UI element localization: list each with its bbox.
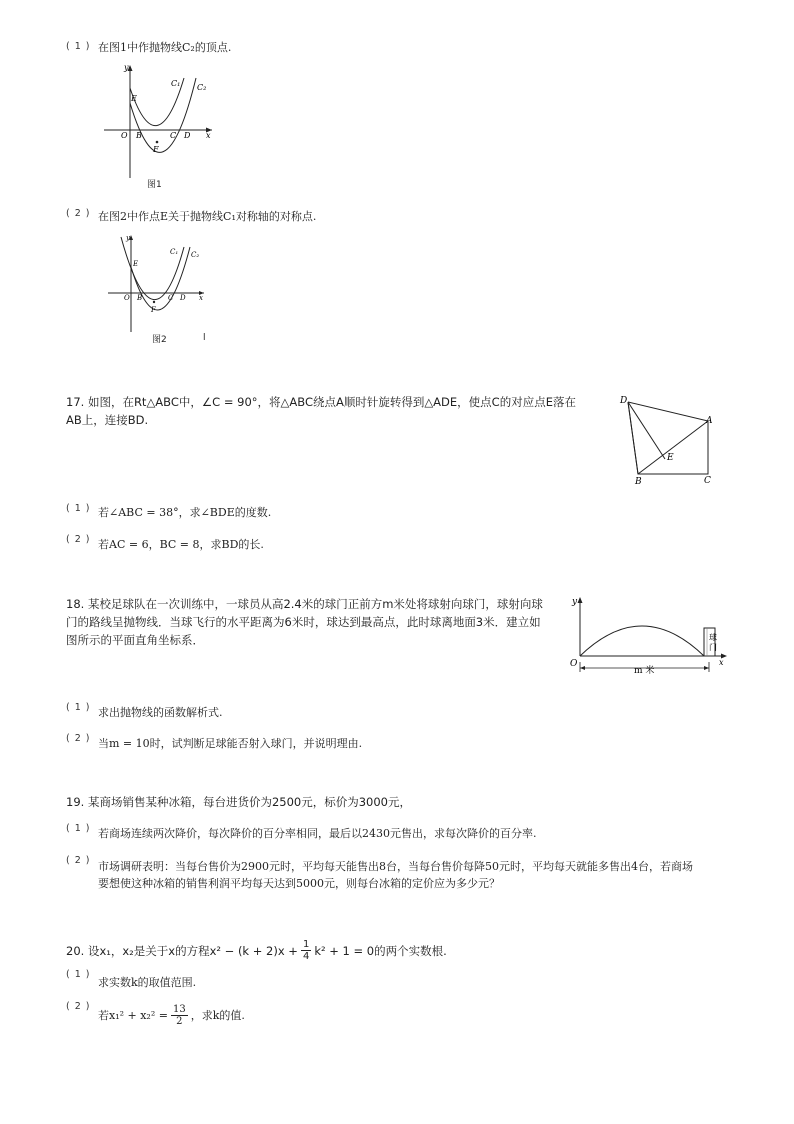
q19-part2-number: ( 2 ) <box>66 855 91 866</box>
q19-part1-text: 若商场连续两次降价，每次降价的百分率相同，最后以2430元售出，求每次降价的百分率. <box>98 827 537 840</box>
fig1-label-d: D <box>184 131 191 140</box>
q20-part2-a: 若x₁² + x₂² = <box>98 1009 168 1022</box>
fig1-parabola-c2 <box>130 78 196 152</box>
fig2-label-e: E <box>133 260 139 268</box>
q16-part1-number: ( 1 ) <box>66 41 91 52</box>
q20-fraction-numerator: 1 <box>302 939 310 950</box>
figure-2-parabolas <box>104 232 214 337</box>
fig2-label-f: F <box>151 306 156 314</box>
q20-stem-fraction <box>301 939 311 962</box>
fig2-label-y: y <box>126 234 130 242</box>
q17-part1-number: ( 1 ) <box>66 503 91 514</box>
fig2-label-d: D <box>180 294 186 302</box>
fig1-label-y: y <box>124 63 129 72</box>
q19-part2-line2: 要想使这种冰箱的销售利润平均每天达到5000元，则每台冰箱的定价应为多少元？ <box>98 877 500 890</box>
q17-part2-number: ( 2 ) <box>66 534 91 545</box>
fig1-label-c: C <box>170 131 177 140</box>
q17-stem-line1: 17. 如图，在Rt△ABC中，∠C = 90°，将△ABC绕点A顺时针旋转得到△ADE，使点C的对应点E落在 <box>66 395 576 409</box>
q18-part1-number: ( 1 ) <box>66 702 91 713</box>
q17-segment-ab <box>638 421 708 474</box>
q18-part2-text: 当m = 10时，试判断足球能否射入球门，并说明理由. <box>98 737 363 750</box>
q18-stem-line3: 图所示的平面直角坐标系． <box>66 633 204 647</box>
fig2-point-f <box>153 301 155 303</box>
figure-2-caption: 图2 <box>152 335 167 345</box>
q19-stem: 19. 某商场销售某种冰箱，每台进货价为2500元，标价为3000元， <box>66 795 411 809</box>
q18-trajectory-figure <box>564 592 734 684</box>
fig1-label-c2: C₂ <box>197 83 207 92</box>
q20-part2-b: ，求k的值. <box>190 1009 245 1022</box>
q17-stem-line2: AB上，连接BD. <box>66 413 149 427</box>
q17-label-a: A <box>706 416 713 426</box>
q18-stem-line1: 18. 某校足球队在一次训练中，一球员从高2.4米的球门正前方m米处将球射向球门，球射向球 <box>66 597 543 611</box>
q17-part2-text: 若AC = 6，BC = 8，求BD的长. <box>98 538 264 551</box>
q17-figure-outline <box>628 402 708 474</box>
q17-label-c: C <box>704 476 711 486</box>
q18-goal-label-1: 球 <box>709 633 717 642</box>
q18-label-x: x <box>719 658 724 667</box>
fig2-label-o: O <box>124 294 130 302</box>
fig2-parabola-c1 <box>121 237 184 300</box>
q18-part2-number: ( 2 ) <box>66 733 91 744</box>
fig1-label-b: B <box>136 131 142 140</box>
q18-stem-line2: 门的路线呈抛物线．当球飞行的水平距离为6米时，球达到最高点，此时球离地面3米．建立如 <box>66 615 541 629</box>
q17-label-b: B <box>635 477 642 486</box>
q19-part2-line1: 市场调研表明：当每台售价为2900元时，平均每天能售出8台，当每台售价每降50元时，平均每天就能多售出4台，若商场 <box>98 860 693 873</box>
q17-label-d: D <box>620 396 628 406</box>
q16-part1-text: 在图1中作抛物线C₂的顶点. <box>98 41 232 54</box>
q17-segment-de <box>628 402 665 459</box>
q20-part2-text <box>98 1004 245 1027</box>
fig2-label-c: C <box>168 294 174 302</box>
q20-stem-part-b: k² + 1 = 0的两个实数根. <box>314 943 447 958</box>
fig1-label-e: E <box>131 94 137 103</box>
q18-dim-arrow-right <box>704 666 709 670</box>
figure-1-parabolas <box>100 58 220 188</box>
q20-part2-number: ( 2 ) <box>66 1001 91 1012</box>
fig2-label-x: x <box>199 294 203 302</box>
q18-label-y: y <box>572 597 578 607</box>
q17-label-e: E <box>667 453 674 463</box>
q18-part1-text: 求出抛物线的函数解析式. <box>98 706 223 719</box>
q17-part1-text: 若∠ABC = 38°，求∠BDE的度数. <box>98 506 272 519</box>
q18-ball-parabola <box>580 626 704 656</box>
fig1-point-f <box>156 141 159 144</box>
q20-fraction-denominator: 4 <box>302 951 310 962</box>
fig1-label-x: x <box>206 131 211 140</box>
q18-dim-arrow-left <box>580 666 585 670</box>
figure-1-caption: 图1 <box>147 180 162 190</box>
q20-part1-text: 求实数k的取值范围. <box>98 976 197 989</box>
q20-part2-fraction <box>171 1004 188 1027</box>
fig2-label-c2: C₂ <box>191 251 200 259</box>
q20-part1-number: ( 1 ) <box>66 969 91 980</box>
q16-part2-number: ( 2 ) <box>66 208 91 219</box>
q17-triangle-figure <box>616 390 720 486</box>
fig1-label-f: F <box>153 145 159 154</box>
q18-y-arrow <box>578 597 583 603</box>
q20-stem-part-a: 20. 设x₁，x₂是关于x的方程x² − (k + 2)x + <box>66 943 298 958</box>
fig2-label-c1: C₁ <box>170 248 179 256</box>
q18-label-m: m 米 <box>634 666 655 676</box>
fig2-label-b: B <box>137 294 143 302</box>
figure-2-mark: l <box>203 333 206 343</box>
q20-part2-denominator: 2 <box>176 1016 183 1027</box>
q16-part2-text: 在图2中作点E关于抛物线C₁对称轴的对称点. <box>98 210 317 223</box>
fig1-label-o: O <box>121 131 128 140</box>
q17-segment-bd <box>628 402 638 474</box>
q20-part2-numerator: 13 <box>172 1004 186 1015</box>
q18-label-o: O <box>570 659 578 669</box>
q19-part1-number: ( 1 ) <box>66 823 91 834</box>
fig1-label-c1: C₁ <box>171 79 181 88</box>
q20-stem <box>66 939 447 962</box>
q18-goal-label-2: 门 <box>709 643 717 652</box>
